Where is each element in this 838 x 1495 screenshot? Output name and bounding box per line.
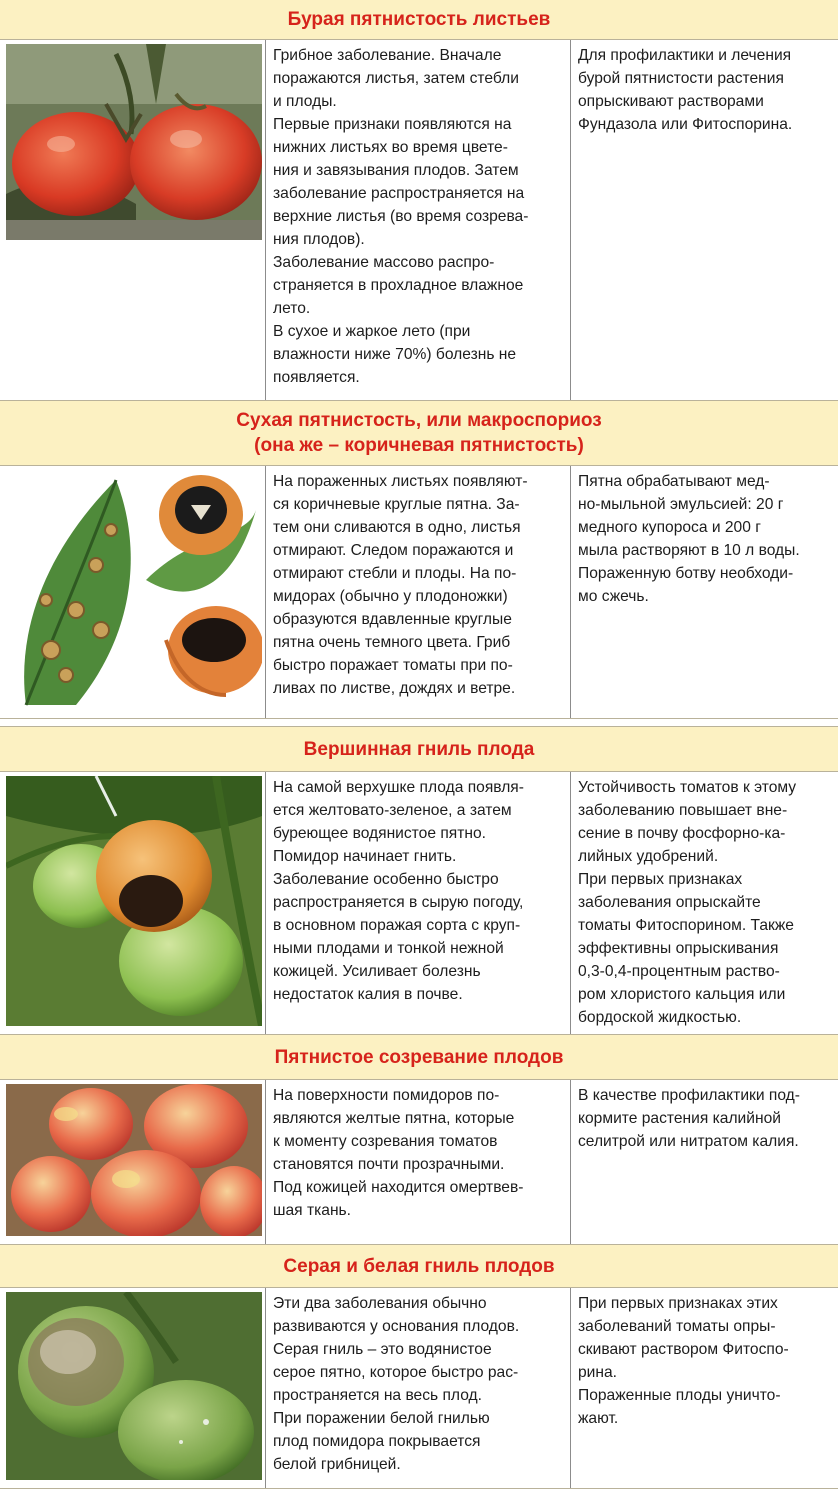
description-paragraph: На поверхности помидоров по- являются желтые пятна, которые к моменту созревания томатов становятся почти прозрачными. Под кожицей находится омертвев- шая ткань. <box>273 1087 524 1219</box>
section-treatment <box>572 1288 838 1488</box>
section-description <box>267 1288 571 1488</box>
section-title-blossom-rot <box>0 726 838 772</box>
description-paragraph: На пораженных листьях появляют- ся коричневые круглые пятна. За- тем они сливаются в одно, листья отмирают. Следом поражаются и отмирают стебли и плоды. На по- мидорах (обычно у плодоножки) образуются вдавленные круглые пятна очень темного цвета. Гриб быстро поражает томаты при по- ливах по листве, дождях и ветре. <box>273 473 528 697</box>
description-paragraph: Эти два заболевания обычно развиваются у основания плодов. Серая гниль – это водянистое серое пятно, которое быстро рас- пространяется на весь плод. При поражении белой гнилью плод помидора покрывается белой грибницей. <box>273 1295 520 1473</box>
section-treatment <box>572 1080 838 1244</box>
section-row-blotchy-ripening <box>0 1080 838 1244</box>
description-paragraph: Грибное заболевание. Вначале поражаются листья, затем стебли и плоды. <box>273 47 519 110</box>
section-title-dry-spot <box>0 400 838 466</box>
section-description <box>267 466 571 718</box>
section-row-dry-spot <box>0 466 838 718</box>
treatment-paragraph: Пятна обрабатывают мед- но-мыльной эмульсией: 20 г медного купороса и 200 г мыла растворяют в 10 л воды. Пораженную ботву необходи- мо сжечь. <box>578 473 800 605</box>
section-treatment <box>572 40 838 400</box>
section-description <box>267 1080 571 1244</box>
section-image-cell <box>0 466 266 718</box>
section-title-line: Серая и белая гниль плодов <box>283 1255 555 1277</box>
section-treatment <box>572 772 838 1034</box>
treatment-paragraph: В качестве профилактики под- кормите растения калийной селитрой или нитратом калия. <box>578 1087 800 1150</box>
treatment-paragraph: При первых признаках этих заболеваний томаты опры- скивают раствором Фитоспо- рина. Пораженные плоды уничто- жают. <box>578 1295 789 1427</box>
section-title-line: Сухая пятнистость, или макроспориоз <box>236 410 602 431</box>
section-row-blossom-rot <box>0 772 838 1034</box>
section-title-line: Бурая пятнистость листьев <box>287 9 551 30</box>
section-title-line: Пятнистое созревание плодов <box>274 1046 564 1068</box>
section-image-cell <box>0 1080 266 1244</box>
tomatoes-brown-spot-photo <box>6 44 262 240</box>
section-row-brown-spot <box>0 40 838 400</box>
description-paragraph: Первые признаки появляются на нижних листьях во время цвете- ния и завязывания плодов. Затем заболевание распространяется на верхние листья (во время созрева- ния плодов). <box>273 116 529 248</box>
section-title-grey-white-rot <box>0 1244 838 1288</box>
blotchy-ripening-photo <box>6 1084 262 1236</box>
treatment-paragraph: При первых признаках заболевания опрыскайте томаты Фитоспорином. Также эффективны опрыскивания 0,3-0,4-процентным раство- ром хлористого кальция или бордоской жидкостью. <box>578 871 794 1026</box>
leaf-and-tomato-spots-illustration <box>6 470 262 710</box>
section-title-brown-spot <box>0 0 838 40</box>
blossom-end-rot-photo <box>6 776 262 1026</box>
treatment-paragraph: Устойчивость томатов к этому заболеванию повышает вне- сение в почву фосфорно-ка- лийных удобрений. <box>578 779 797 865</box>
section-image-cell <box>0 772 266 1034</box>
description-paragraph: В сухое и жаркое лето (при влажности ниже 70%) болезнь не появляется. <box>273 323 517 386</box>
section-description <box>267 40 571 400</box>
section-image-cell <box>0 40 266 400</box>
grey-white-rot-photo <box>6 1292 262 1480</box>
section-title-line: Вершинная гниль плода <box>303 738 535 760</box>
description-paragraph: На самой верхушке плода появля- ется желтовато-зеленое, а затем буреющее водянистое пятно. Помидор начинает гнить. Заболевание особенно быстро распространяется в сырую погоду, в основном поражая сорта с круп- ными плодами и тонкой нежной кожицей. Усиливает болезнь недостаток калия в почве. <box>273 779 524 1003</box>
description-paragraph: Заболевание массово распро- страняется в прохладное влажное лето. <box>273 254 524 317</box>
section-description <box>267 772 571 1034</box>
section-treatment <box>572 466 838 718</box>
treatment-paragraph: Для профилактики и лечения бурой пятнистости растения опрыскивают растворами Фундазола или Фитоспорина. <box>578 47 793 133</box>
section-title-blotchy-ripening <box>0 1034 838 1080</box>
section-row-grey-white-rot <box>0 1288 838 1488</box>
section-title-line: (она же – коричневая пятнистость) <box>254 435 584 456</box>
section-image-cell <box>0 1288 266 1488</box>
